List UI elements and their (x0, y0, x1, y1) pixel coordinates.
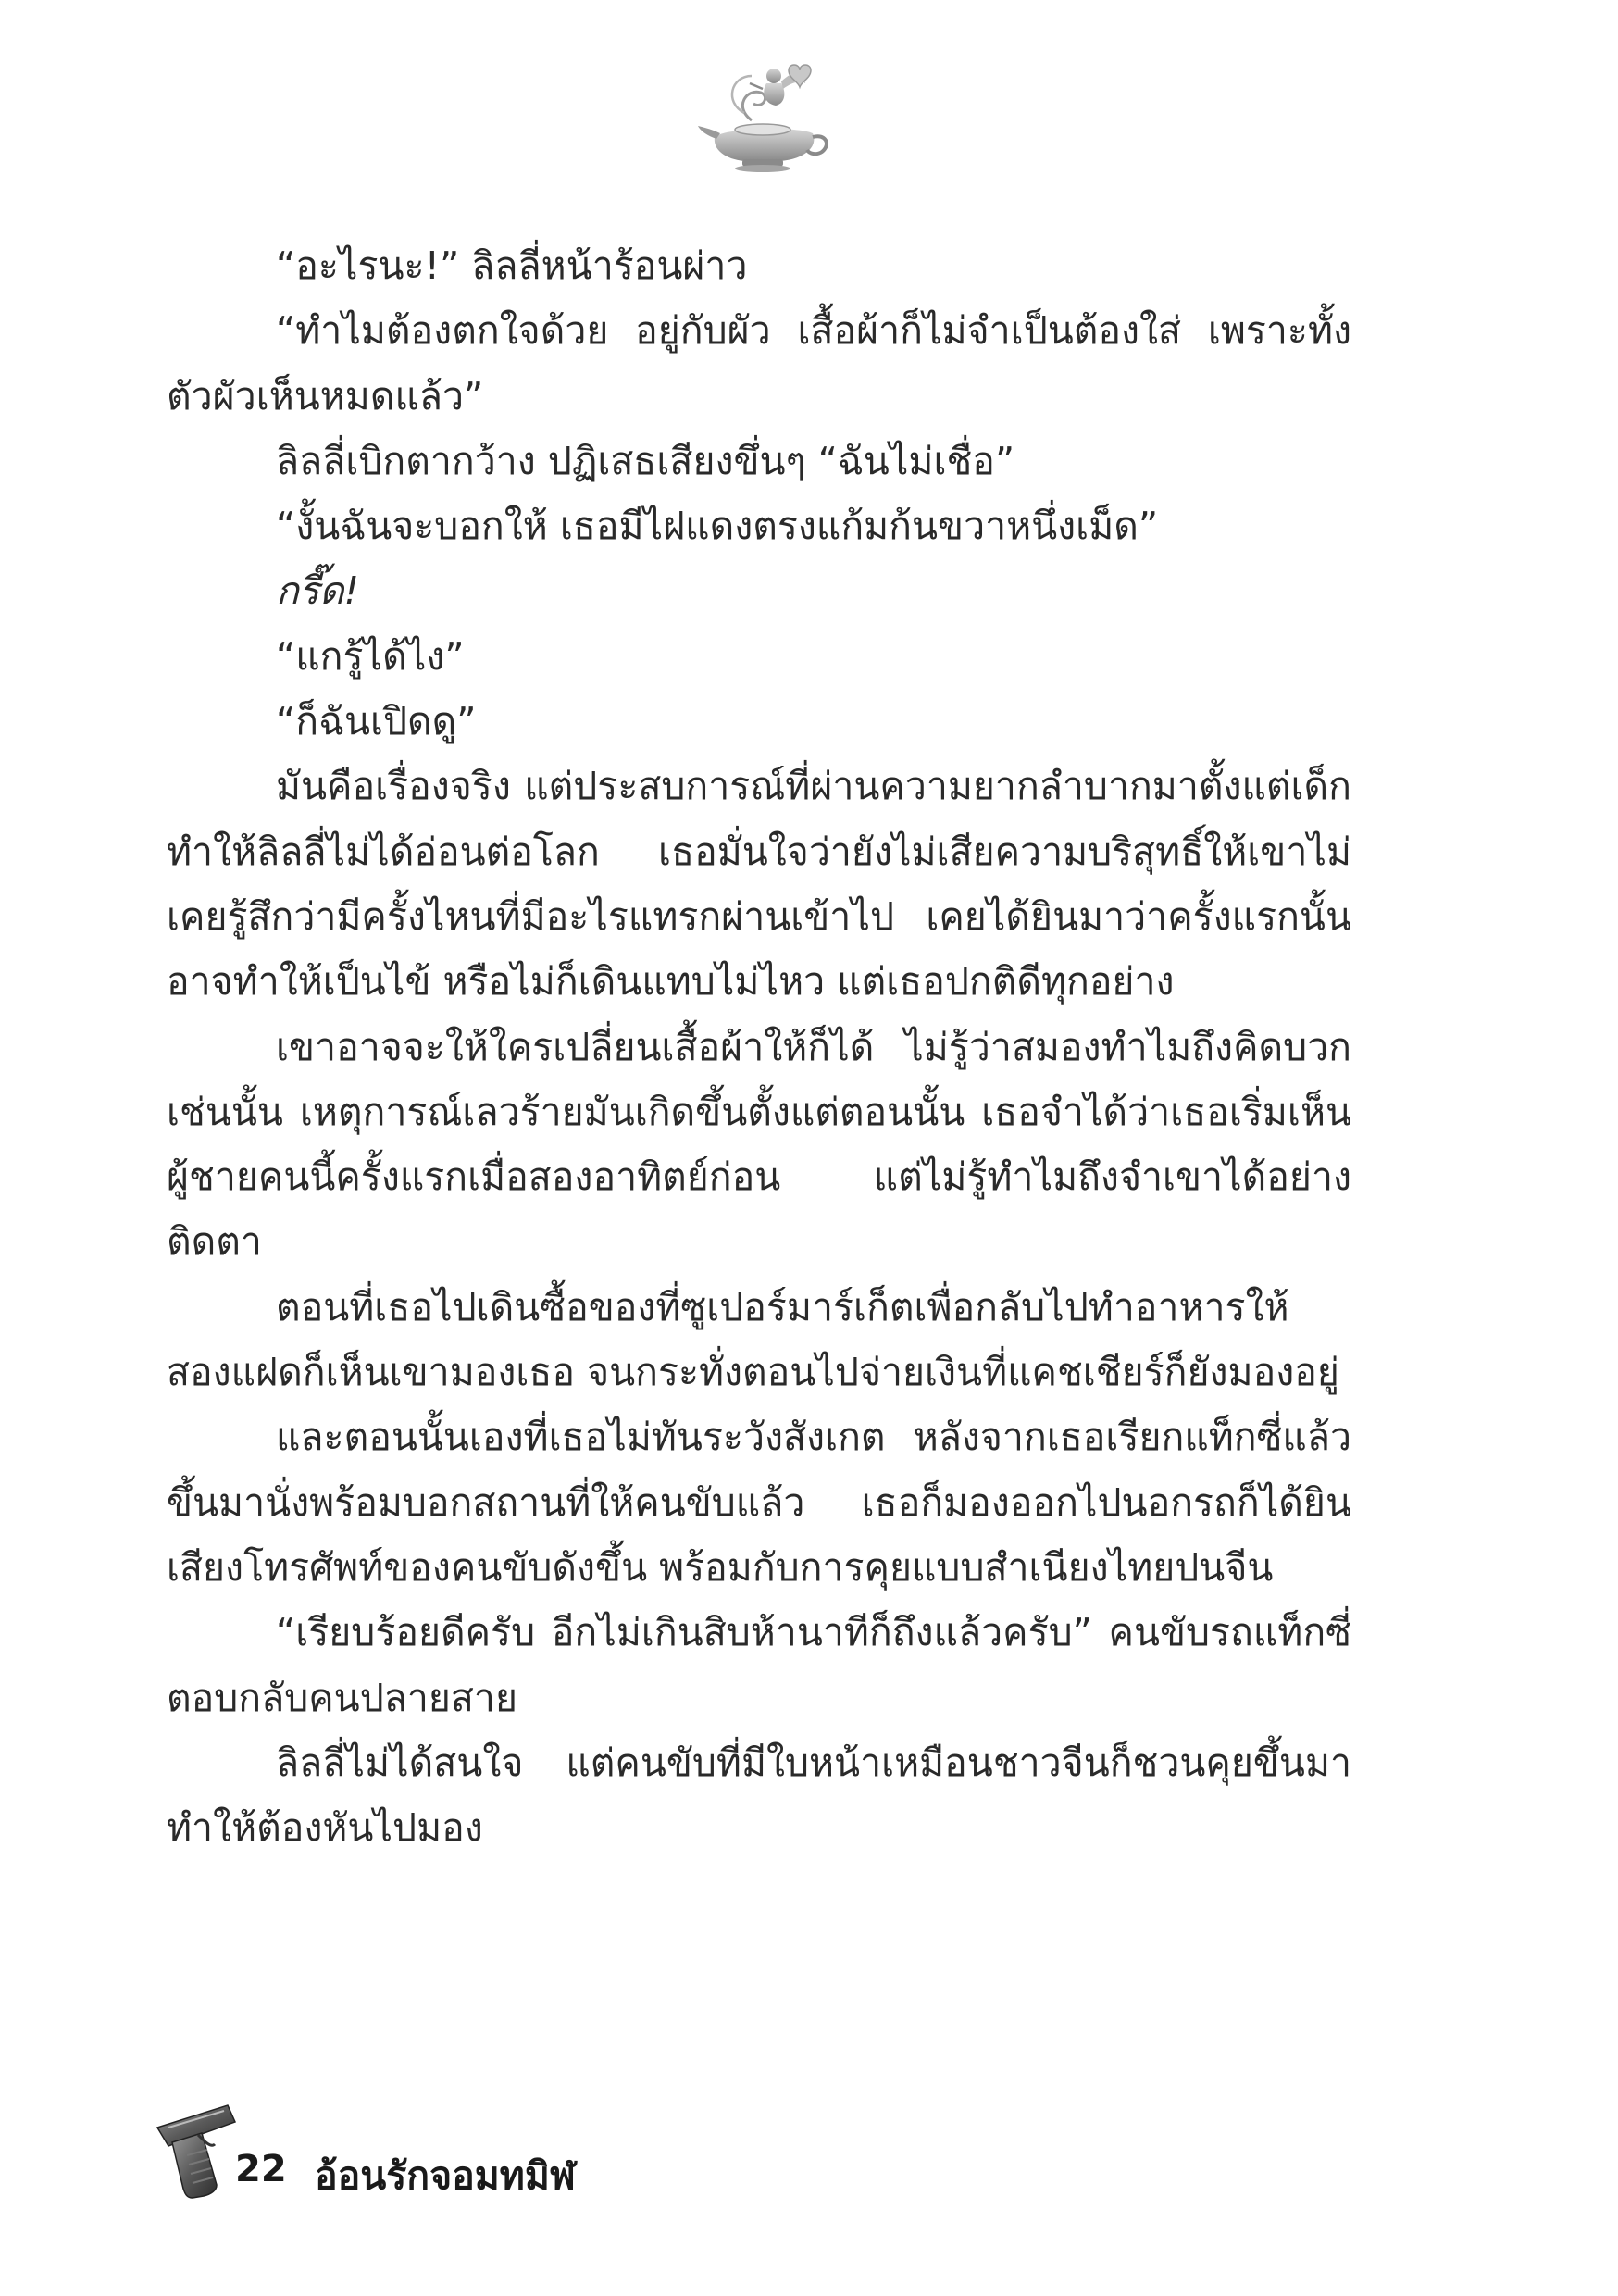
teapot-cupid-ornament-icon (696, 56, 835, 176)
paragraph: “งั้นฉันจะบอกให้ เธอมีไฝแดงตรงแก้มก้นขวาหนึ่งเม็ด” (276, 504, 1159, 549)
paragraph: “แกรู้ได้ไง” (276, 633, 465, 679)
paragraph: “ก็ฉันเปิดดู” (276, 699, 477, 744)
paragraph: ลิลลี่เบิกตากว้าง ปฏิเสธเสียงขึ่นๆ “ฉันไม่เชื่อ” (276, 438, 1015, 483)
page-footer (150, 2100, 983, 2202)
paragraph: เขาอาจจะให้ใครเปลี่ยนเสื้อผ้าให้ก็ได้ ไม่รู้ว่าสมองทำไมถึงคิดบวกเช่นนั้น เหตุการณ์เลวร้ายมันเกิดขึ้นตั้งแต่ตอนนั้น เธอจำได้ว่าเธอเริ่มเห็นผู้ชายคนนี้ครั้งแรกเมื่อสองอาทิตย์ก่อน แต่ไม่รู้ทำไมถึงจำเขาได้อย่างติดตา (167, 1024, 1351, 1265)
book-title: อ้อนรักจอมทมิฬ (315, 2153, 576, 2198)
paragraph: และตอนนั้นเองที่เธอไม่ทันระวังสังเกต หลังจากเธอเรียกแท็กซี่แล้วขึ้นมานั่งพร้อมบอกสถานที่ให้คนขับแล้ว เธอก็มองออกไปนอกรถก็ได้ยินเสียงโทรศัพท์ของคนขับดังขึ้น พร้อมกับการคุยแบบสำเนียงไทยปนจีน (167, 1415, 1351, 1590)
text-body (167, 233, 1351, 1860)
page-number: 22 (235, 2148, 287, 2190)
paragraph: ตอนที่เธอไปเดินซื้อของที่ซูเปอร์มาร์เก็ตเพื่อกลับไปทำอาหารให้สองแฝดก็เห็นเขามองเธอ จนกระทั่งตอนไปจ่ายเงินที่แคชเชียร์ก็ยังมองอยู่ (167, 1284, 1339, 1395)
paragraph: ลิลลี่ไม่ได้สนใจ แต่คนขับที่มีใบหน้าเหมือนชาวจีนก็ชวนคุยขึ้นมาทำให้ต้องหันไปมอง (167, 1740, 1351, 1851)
paragraph: “ทำไมต้องตกใจด้วย อยู่กับผัว เสื้อผ้าก็ไม่จำเป็นต้องใส่ เพราะทั้งตัวผัวเห็นหมดแล้ว” (167, 308, 1351, 418)
pistol-icon (150, 2100, 243, 2202)
paragraph-sound-effect: กรี๊ด! (276, 568, 359, 614)
paragraph: “เรียบร้อยดีครับ อีกไม่เกินสิบห้านาทีก็ถึงแล้วครับ” คนขับรถแท็กซี่ตอบกลับคนปลายสาย (167, 1610, 1351, 1720)
paragraph: มันคือเรื่องจริง แต่ประสบการณ์ที่ผ่านความยากลำบากมาตั้งแต่เด็กทำให้ลิลลี่ไม่ได้อ่อนต่อโลก เธอมั่นใจว่ายังไม่เสียความบริสุทธิ์ให้เขาไม่เคยรู้สึกว่ามีครั้งไหนที่มีอะไรแทรกผ่านเข้าไป เคยได้ยินมาว่าครั้งแรกนั้นอาจทำให้เป็นไข้ หรือไม่ก็เดินแทบไม่ไหว แต่เธอปกติดีทุกอย่าง (167, 764, 1351, 1004)
paragraph: “อะไรนะ!” ลิลลี่หน้าร้อนผ่าว (276, 243, 748, 288)
